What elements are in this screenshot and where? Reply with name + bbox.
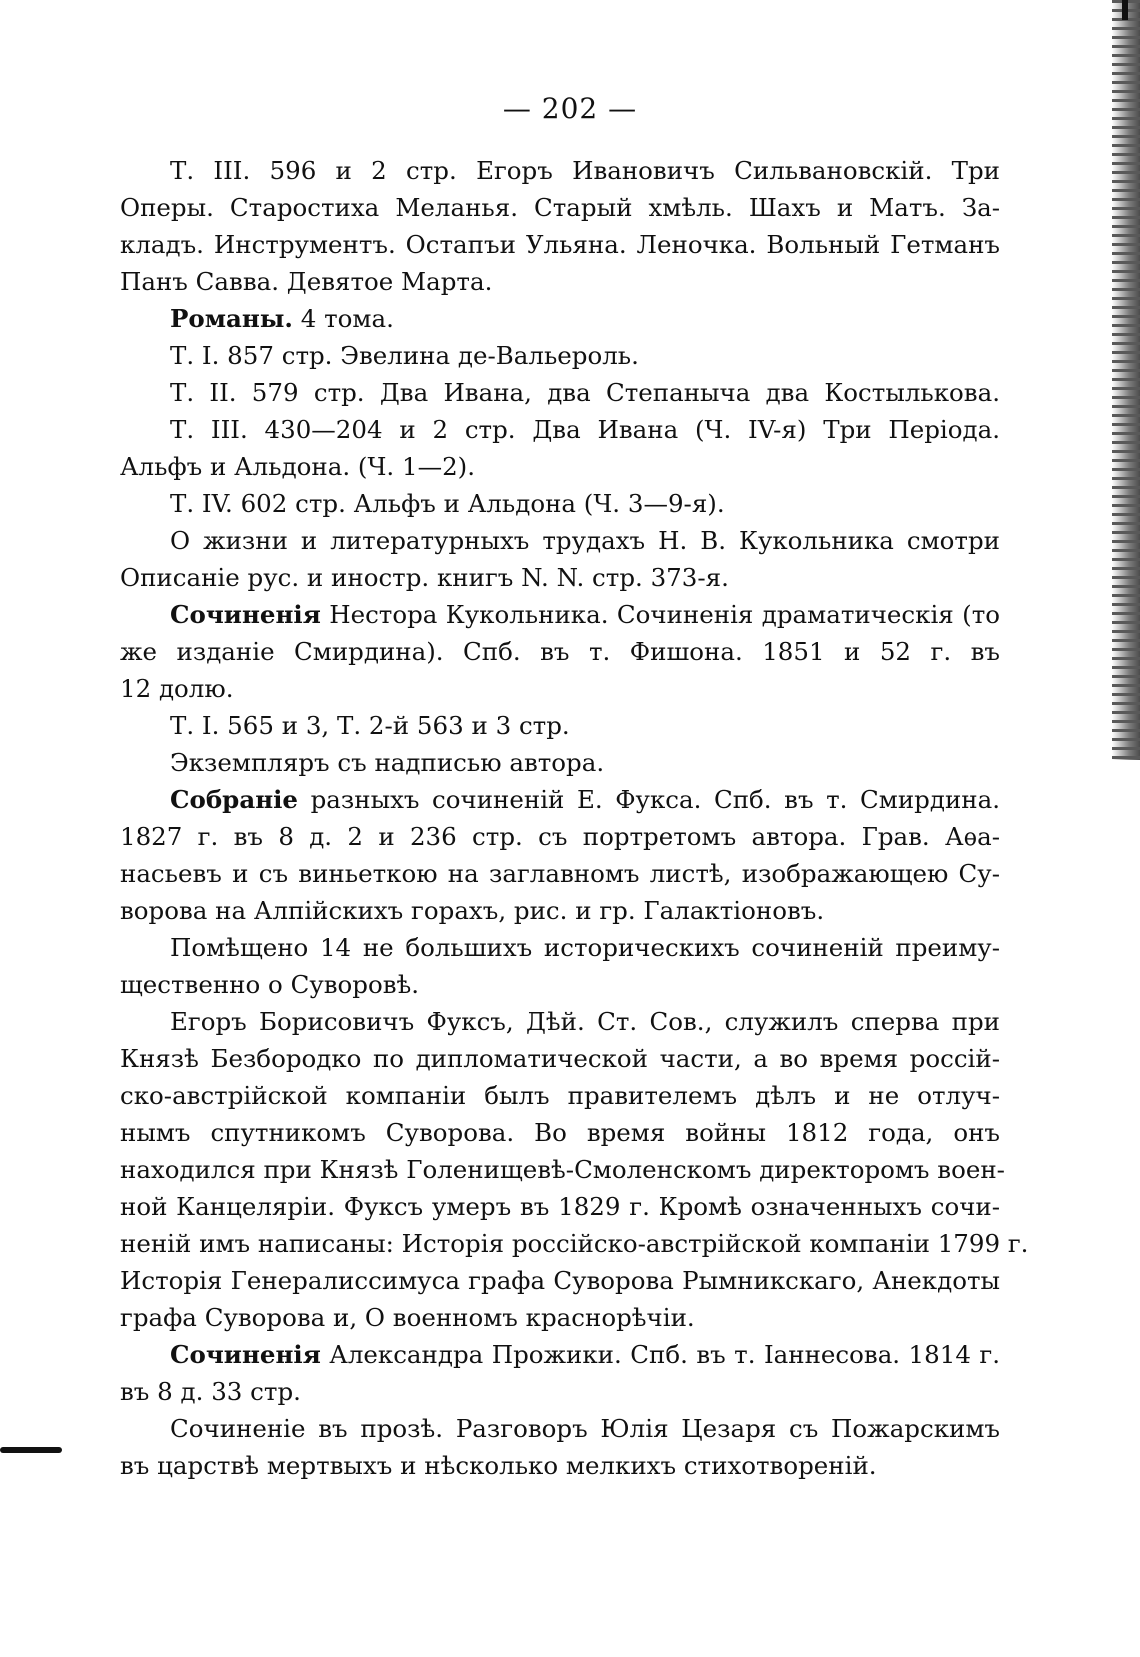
text-segment: неній имъ написаны: Исторія россійско-австрійской компаніи 1799 г. — [120, 1229, 1029, 1258]
text-line — [120, 1188, 1000, 1225]
text-segment: же изданіе Смирдина). Спб. въ т. Фишона. 1851 и 52 г. въ — [120, 637, 1000, 666]
text-line — [120, 892, 1000, 929]
text-segment: Сочиненіе въ прозѣ. Разговоръ Юлія Цезаря съ Пожарскимъ — [170, 1414, 1000, 1443]
text-line — [120, 300, 1000, 337]
text-line — [120, 226, 1000, 263]
text-segment: Т. I. 565 и 3, Т. 2-й 563 и 3 стр. — [170, 711, 570, 740]
text-segment: Описаніе рус. и иностр. книгъ N. N. стр. 373-я. — [120, 563, 729, 592]
text-line — [120, 1262, 1000, 1299]
text-line — [120, 411, 1000, 448]
text-line — [120, 966, 1000, 1003]
text-line — [120, 744, 1000, 781]
text-line — [120, 559, 1000, 596]
entry-heading: Сочиненія — [170, 600, 321, 629]
text-line — [120, 1299, 1000, 1336]
text-line — [120, 1003, 1000, 1040]
text-segment: Помѣщено 14 не большихъ историческихъ сочиненій преиму- — [170, 933, 1000, 962]
text-segment: нымъ спутникомъ Суворова. Во время войны 1812 года, онъ — [120, 1118, 1000, 1147]
text-line — [120, 374, 1000, 411]
text-segment: Александра Прожики. Спб. въ т. Іаннесова. 1814 г. — [320, 1340, 1000, 1369]
scan-speck — [0, 1447, 62, 1453]
text-segment: въ царствѣ мертвыхъ и нѣсколько мелкихъ стихотвореній. — [120, 1451, 877, 1480]
text-segment: Оперы. Старостиха Меланья. Старый хмѣль. Шахъ и Матъ. За- — [120, 193, 1000, 222]
text-segment: ско-австрійской компаніи былъ правителемъ дѣлъ и не отлуч- — [120, 1081, 1000, 1110]
entry-heading: Сочиненія — [170, 1340, 321, 1369]
text-segment: въ 8 д. 33 стр. — [120, 1377, 301, 1406]
text-segment: 4 тома. — [292, 304, 394, 333]
text-segment: Т. II. 579 стр. Два Ивана, два Степанычa два Костылькова. — [170, 378, 1000, 407]
text-line — [120, 818, 1000, 855]
text-line — [120, 152, 1000, 189]
text-line — [120, 1151, 1005, 1188]
text-line — [120, 485, 1000, 522]
text-line — [120, 1410, 1000, 1447]
text-line — [120, 855, 1000, 892]
text-segment: О жизни и литературныхъ трудахъ Н. В. Кукольника смотри — [170, 526, 1000, 555]
text-line — [120, 1336, 1000, 1373]
text-line — [120, 1077, 1000, 1114]
text-segment: Исторія Генералиссимуса графа Суворова Рымникскаго, Анекдоты — [120, 1266, 1000, 1295]
text-segment: Нестора Кукольника. Сочиненія драматическія (то — [320, 600, 1000, 629]
text-line — [120, 1040, 1000, 1077]
text-line — [120, 707, 1000, 744]
text-line — [120, 1225, 1029, 1262]
text-segment: разныхъ сочиненій Е. Фукса. Спб. въ т. Смирдина. — [298, 785, 1000, 814]
text-segment: Т. III. 596 и 2 стр. Егоръ Ивановичъ Сильвановскій. Три — [170, 156, 1000, 185]
text-segment: 1827 г. въ 8 д. 2 и 236 стр. съ портретомъ автора. Грав. Аѳа- — [120, 822, 1000, 851]
text-line — [120, 189, 1000, 226]
text-segment: Т. IV. 602 стр. Альфъ и Альдона (Ч. 3—9-я). — [170, 489, 725, 518]
text-line — [120, 263, 1000, 300]
text-line — [120, 670, 1000, 707]
text-segment: графа Суворова и, О военномъ краснорѣчіи. — [120, 1303, 695, 1332]
text-segment: Князѣ Безбородко по дипломатической части, а во время россій- — [120, 1044, 1000, 1073]
text-line — [120, 1114, 1000, 1151]
text-segment: 12 долю. — [120, 674, 234, 703]
text-line — [120, 1373, 1000, 1410]
text-segment: Альфъ и Альдона. (Ч. 1—2). — [120, 452, 476, 481]
text-segment: Т. I. 857 стр. Эвелина де-Вальероль. — [170, 341, 639, 370]
text-line — [120, 1447, 1000, 1484]
text-line — [120, 781, 1000, 818]
text-line — [120, 929, 1000, 966]
text-line — [120, 448, 1000, 485]
text-line — [120, 522, 1000, 559]
text-segment: Экземпляръ съ надписью автора. — [170, 748, 605, 777]
text-line — [120, 337, 1000, 374]
text-segment: насьевъ и съ виньеткою на заглавномъ листѣ, изображающею Су- — [120, 859, 1000, 888]
text-line — [120, 633, 1000, 670]
page-number: — 202 — — [502, 92, 638, 125]
text-segment: Т. III. 430—204 и 2 стр. Два Ивана (Ч. IV-я) Три Періода. — [170, 415, 1000, 444]
text-segment: находился при Князѣ Голенищевѣ-Смоленскомъ директоромъ воен- — [120, 1155, 1005, 1184]
entry-heading: Собраніе — [170, 785, 299, 814]
text-segment: ной Канцеляріи. Фуксъ умеръ въ 1829 г. Кромѣ означенныхъ сочи- — [120, 1192, 1000, 1221]
text-segment: ворова на Алпійскихъ горахъ, рис. и гр. Галактіоновъ. — [120, 896, 825, 925]
text-segment: щественно о Суворовѣ. — [120, 970, 420, 999]
entry-heading: Романы. — [170, 304, 293, 333]
scan-speck — [1122, 0, 1128, 20]
document-body — [120, 152, 1029, 1484]
text-line — [120, 596, 1000, 633]
text-segment: Панъ Савва. Девятое Марта. — [120, 267, 493, 296]
text-segment: Егоръ Борисовичъ Фуксъ, Дѣй. Ст. Сов., служилъ сперва при — [170, 1007, 1000, 1036]
text-segment: кладъ. Инструментъ. Остапъи Ульяна. Леночка. Вольный Гетманъ — [120, 230, 1000, 259]
